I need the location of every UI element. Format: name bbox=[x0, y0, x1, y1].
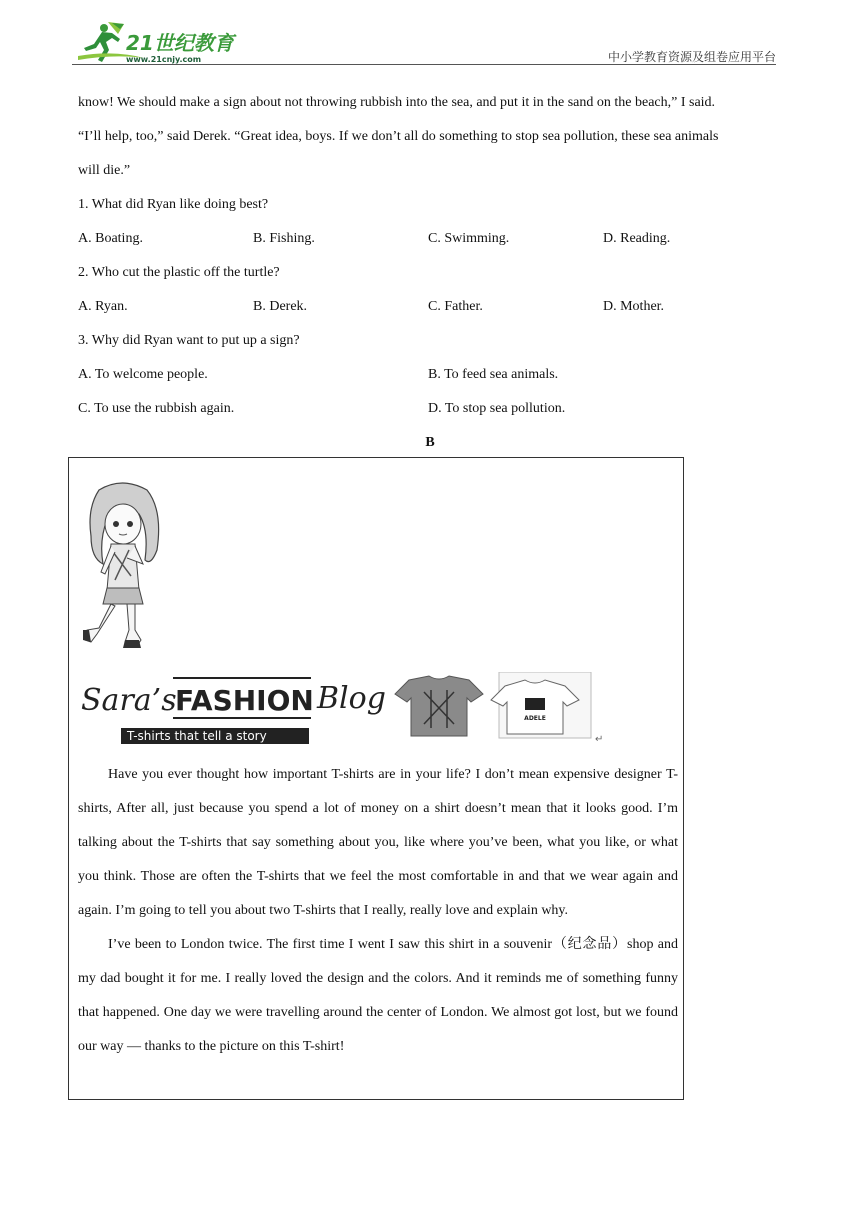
header-divider bbox=[72, 64, 776, 65]
blog-paragraph: I’ve been to London twice. The first time I went I saw this shirt in a souvenir（纪念品）shop and my dad bought it for me. I really loved the design and the colors. And it reminds me of something funny that happened. One day we were travelling around the center of London. We almost got lost, but we found our way — thanks to the picture on this T-shirt! bbox=[78, 937, 678, 1054]
logo-text: 21世纪教育 bbox=[126, 31, 234, 55]
runner-logo-icon bbox=[74, 20, 244, 64]
option-b: B. To feed sea animals. bbox=[428, 367, 559, 382]
question-2-options bbox=[78, 290, 778, 324]
banner-sara: Sara’s bbox=[81, 683, 177, 718]
option-a: A. Ryan. bbox=[78, 299, 128, 314]
option-c: C. Swimming. bbox=[428, 231, 510, 246]
question-2: 2. Who cut the plastic off the turtle? bbox=[78, 265, 280, 280]
section-heading-b: B bbox=[425, 435, 435, 450]
banner-fashion: FASHION bbox=[175, 684, 314, 717]
banner-tagline: T-shirts that tell a story bbox=[127, 729, 267, 743]
fashion-girl-illustration-icon bbox=[77, 480, 167, 656]
return-mark: ↵ bbox=[595, 734, 604, 745]
question-3-options-row2 bbox=[78, 392, 778, 426]
option-a: A. Boating. bbox=[78, 231, 143, 246]
option-c: C. Father. bbox=[428, 299, 483, 314]
option-c: C. To use the rubbish again. bbox=[78, 401, 235, 416]
blog-box bbox=[68, 457, 684, 1100]
platform-name: 中小学教育资源及组卷应用平台 bbox=[607, 50, 776, 64]
passage-line: will die.” bbox=[78, 163, 131, 178]
banner-blog: Blog bbox=[317, 681, 386, 716]
option-d: D. Reading. bbox=[603, 231, 671, 246]
logo-url: www.21cnjy.com bbox=[126, 55, 202, 64]
question-1-options bbox=[78, 222, 778, 256]
passage-line: “I’ll help, too,” said Derek. “Great idea, boys. If we don’t all do something to stop sea pollution, these sea animals bbox=[78, 129, 719, 144]
page-header bbox=[0, 0, 860, 70]
blog-banner-graphic bbox=[79, 672, 599, 752]
option-b: B. Fishing. bbox=[253, 231, 315, 246]
tshirt-adele-icon bbox=[491, 672, 591, 738]
option-d: D. To stop sea pollution. bbox=[428, 401, 566, 416]
question-3-options-row1 bbox=[78, 358, 778, 392]
option-d: D. Mother. bbox=[603, 299, 665, 314]
blog-paragraph: Have you ever thought how important T-shirts are in your life? I don’t mean expensive designer T-shirts, After all, just because you spend a lot of money on a shirt doesn’t mean that it looks good. I’m talking about the T-shirts that say something about you, like where you’ve been, what you like, or what you think. Those are often the T-shirts that we feel the most comfortable in and that we wear again and again. I’m going to tell you about two T-shirts that I really, really love and explain why. bbox=[78, 767, 678, 918]
site-logo[interactable] bbox=[74, 20, 244, 64]
blog-banner bbox=[79, 672, 599, 752]
adele-print: ADELE bbox=[524, 715, 546, 722]
option-b: B. Derek. bbox=[253, 299, 308, 314]
question-3: 3. Why did Ryan want to put up a sign? bbox=[78, 333, 300, 348]
question-1: 1. What did Ryan like doing best? bbox=[78, 197, 269, 212]
tshirt-london-icon bbox=[395, 676, 483, 736]
blog-body bbox=[78, 758, 678, 1064]
passage-line: know! We should make a sign about not throwing rubbish into the sea, and put it in the sand on the beach,” I said. bbox=[78, 95, 716, 110]
option-a: A. To welcome people. bbox=[78, 367, 208, 382]
page-content bbox=[78, 86, 778, 460]
